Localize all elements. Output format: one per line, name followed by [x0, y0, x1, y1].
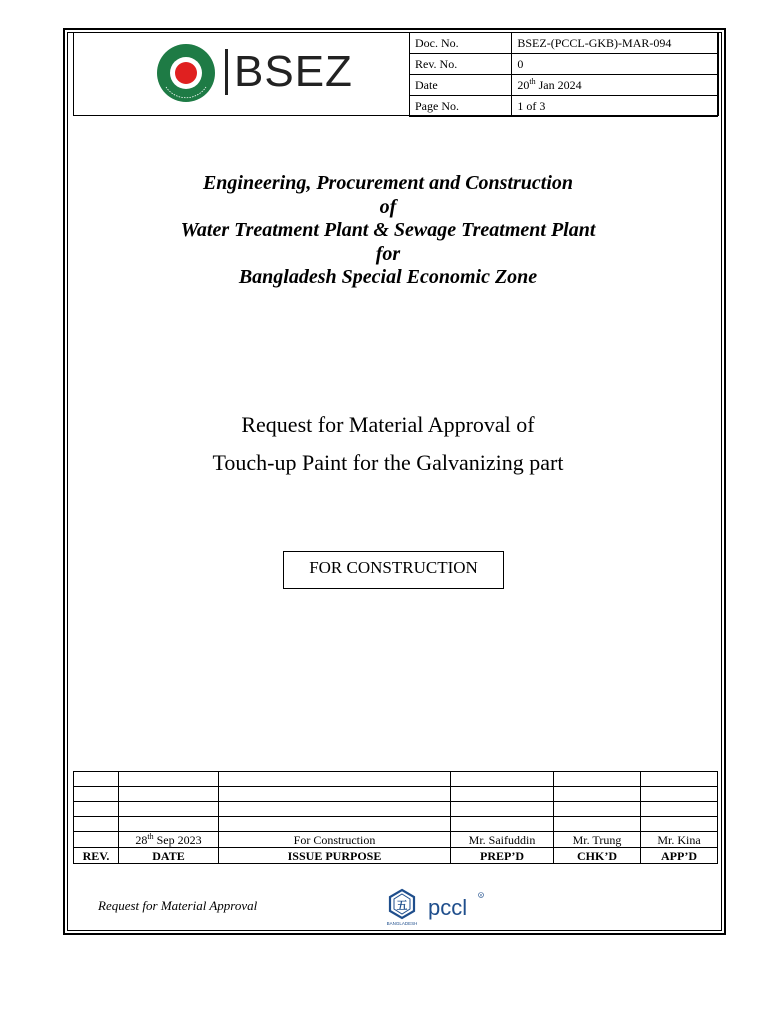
footer-caption: Request for Material Approval: [98, 898, 258, 913]
rev-date-rest: Sep 2023: [153, 833, 202, 847]
date-cell: [119, 832, 219, 848]
bsez-seal-icon: [156, 43, 216, 103]
title-line: Engineering, Procurement and Construction: [202, 172, 574, 194]
column-header: DATE: [119, 848, 219, 864]
date-suffix: th: [529, 77, 536, 86]
svg-text:五: 五: [396, 900, 408, 912]
logo-divider: [225, 49, 228, 95]
subject-line: Touch-up Paint for the Galvanizing part: [212, 450, 564, 475]
pccl-logo-caption: BANGLADESH: [386, 921, 418, 926]
pccl-logo-icon: [386, 888, 496, 928]
column-header: PREP’D: [451, 848, 554, 864]
title-line: Water Treatment Plant & Sewage Treatment Plant: [180, 219, 596, 241]
table-row: [74, 802, 718, 817]
page-no-label: Page No.: [410, 96, 512, 117]
rev-date-suffix: th: [147, 832, 154, 841]
doc-info-table: [409, 32, 718, 117]
date-value: [512, 75, 718, 96]
status-box: FOR CONSTRUCTION: [283, 551, 504, 589]
title-line: of: [379, 195, 397, 218]
table-row: [74, 832, 718, 848]
purpose-cell: For Construction: [219, 832, 451, 848]
svg-text:R: R: [479, 893, 483, 898]
prepared-cell: Mr. Saifuddin: [451, 832, 554, 848]
column-header: REV.: [74, 848, 119, 864]
doc-no-value: BSEZ-(PCCL-GKB)-MAR-094: [512, 33, 718, 54]
checked-cell: Mr. Trung: [554, 832, 641, 848]
rev-cell: [74, 832, 119, 848]
document-header: [73, 32, 719, 116]
rev-date-day: 28: [135, 833, 148, 847]
page-no-value: 1 of 3: [512, 96, 718, 117]
column-header: ISSUE PURPOSE: [219, 848, 451, 864]
column-header: APP’D: [641, 848, 718, 864]
document-subject: [73, 406, 703, 482]
date-rest: Jan 2024: [535, 78, 582, 92]
bsez-logo: [74, 33, 409, 115]
approved-cell: Mr. Kina: [641, 832, 718, 848]
title-line: for: [375, 242, 401, 265]
table-row: [74, 772, 718, 787]
table-header-row: [74, 848, 718, 864]
revision-table: [73, 771, 718, 864]
date-label: Date: [410, 75, 512, 96]
doc-no-label: Doc. No.: [410, 33, 512, 54]
logo-wordmark: BSEZ: [234, 47, 353, 96]
title-line: Bangladesh Special Economic Zone: [238, 266, 538, 288]
rev-no-value: 0: [512, 54, 718, 75]
table-row: [74, 817, 718, 832]
pccl-logo-wordmark: pccl: [428, 895, 468, 920]
subject-line: Request for Material Approval of: [241, 412, 535, 437]
table-row: [74, 787, 718, 802]
project-title: [73, 172, 703, 290]
date-day: 20: [517, 78, 530, 92]
column-header: CHK’D: [554, 848, 641, 864]
rev-no-label: Rev. No.: [410, 54, 512, 75]
